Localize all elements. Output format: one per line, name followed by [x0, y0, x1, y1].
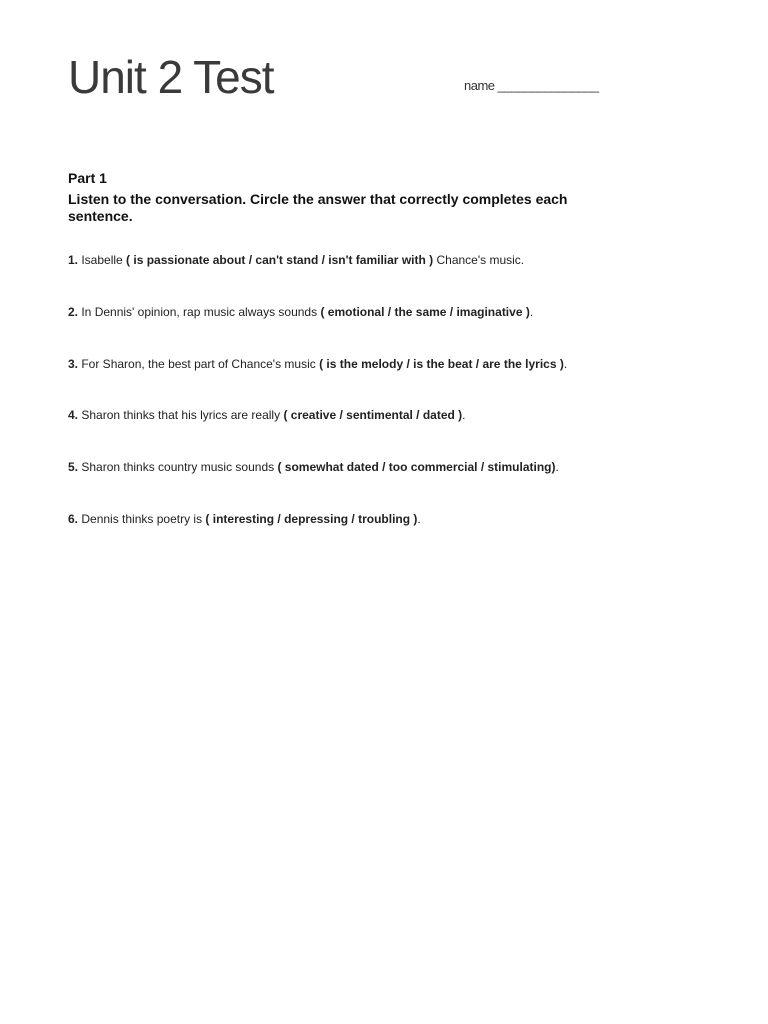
answer-options: ( creative / sentimental / dated ): [283, 408, 463, 422]
instructions: Listen to the conversation. Circle the answer that correctly completes each sentence.: [68, 191, 568, 224]
question-number: 2.: [68, 305, 79, 319]
question-text: Dennis thinks poetry is: [78, 512, 206, 526]
part-heading: Part 1: [68, 170, 107, 186]
answer-options: ( is passionate about / can't stand / isn't familiar with ): [126, 253, 434, 267]
question-2: [68, 305, 708, 319]
question-1: [68, 253, 708, 267]
question-number: 6.: [68, 512, 79, 526]
question-text-end: .: [417, 512, 421, 526]
question-number: 1.: [68, 253, 79, 267]
question-6: [68, 512, 708, 526]
answer-options: ( somewhat dated / too commercial / stimulating): [277, 460, 556, 474]
page-title: Unit 2 Test: [68, 51, 274, 103]
name-field: name _______________: [464, 78, 599, 93]
question-text: Isabelle: [78, 253, 127, 267]
question-number: 5.: [68, 460, 79, 474]
question-3: [68, 357, 708, 371]
question-4: [68, 408, 708, 422]
question-text-end: .: [462, 408, 466, 422]
question-number: 3.: [68, 357, 79, 371]
question-text: For Sharon, the best part of Chance's music: [78, 357, 320, 371]
question-number: 4.: [68, 408, 79, 422]
question-text: Sharon thinks country music sounds: [78, 460, 278, 474]
answer-options: ( emotional / the same / imaginative ): [320, 305, 530, 319]
question-text-end: .: [555, 460, 559, 474]
question-text-end: Chance's music.: [433, 253, 525, 267]
question-5: [68, 460, 708, 474]
answer-options: ( interesting / depressing / troubling ): [205, 512, 418, 526]
answer-options: ( is the melody / is the beat / are the lyrics ): [319, 357, 564, 371]
question-text-end: .: [563, 357, 568, 371]
question-text: Sharon thinks that his lyrics are really: [78, 408, 284, 422]
question-text: In Dennis' opinion, rap music always sounds: [78, 305, 321, 319]
question-text-end: .: [529, 305, 534, 319]
